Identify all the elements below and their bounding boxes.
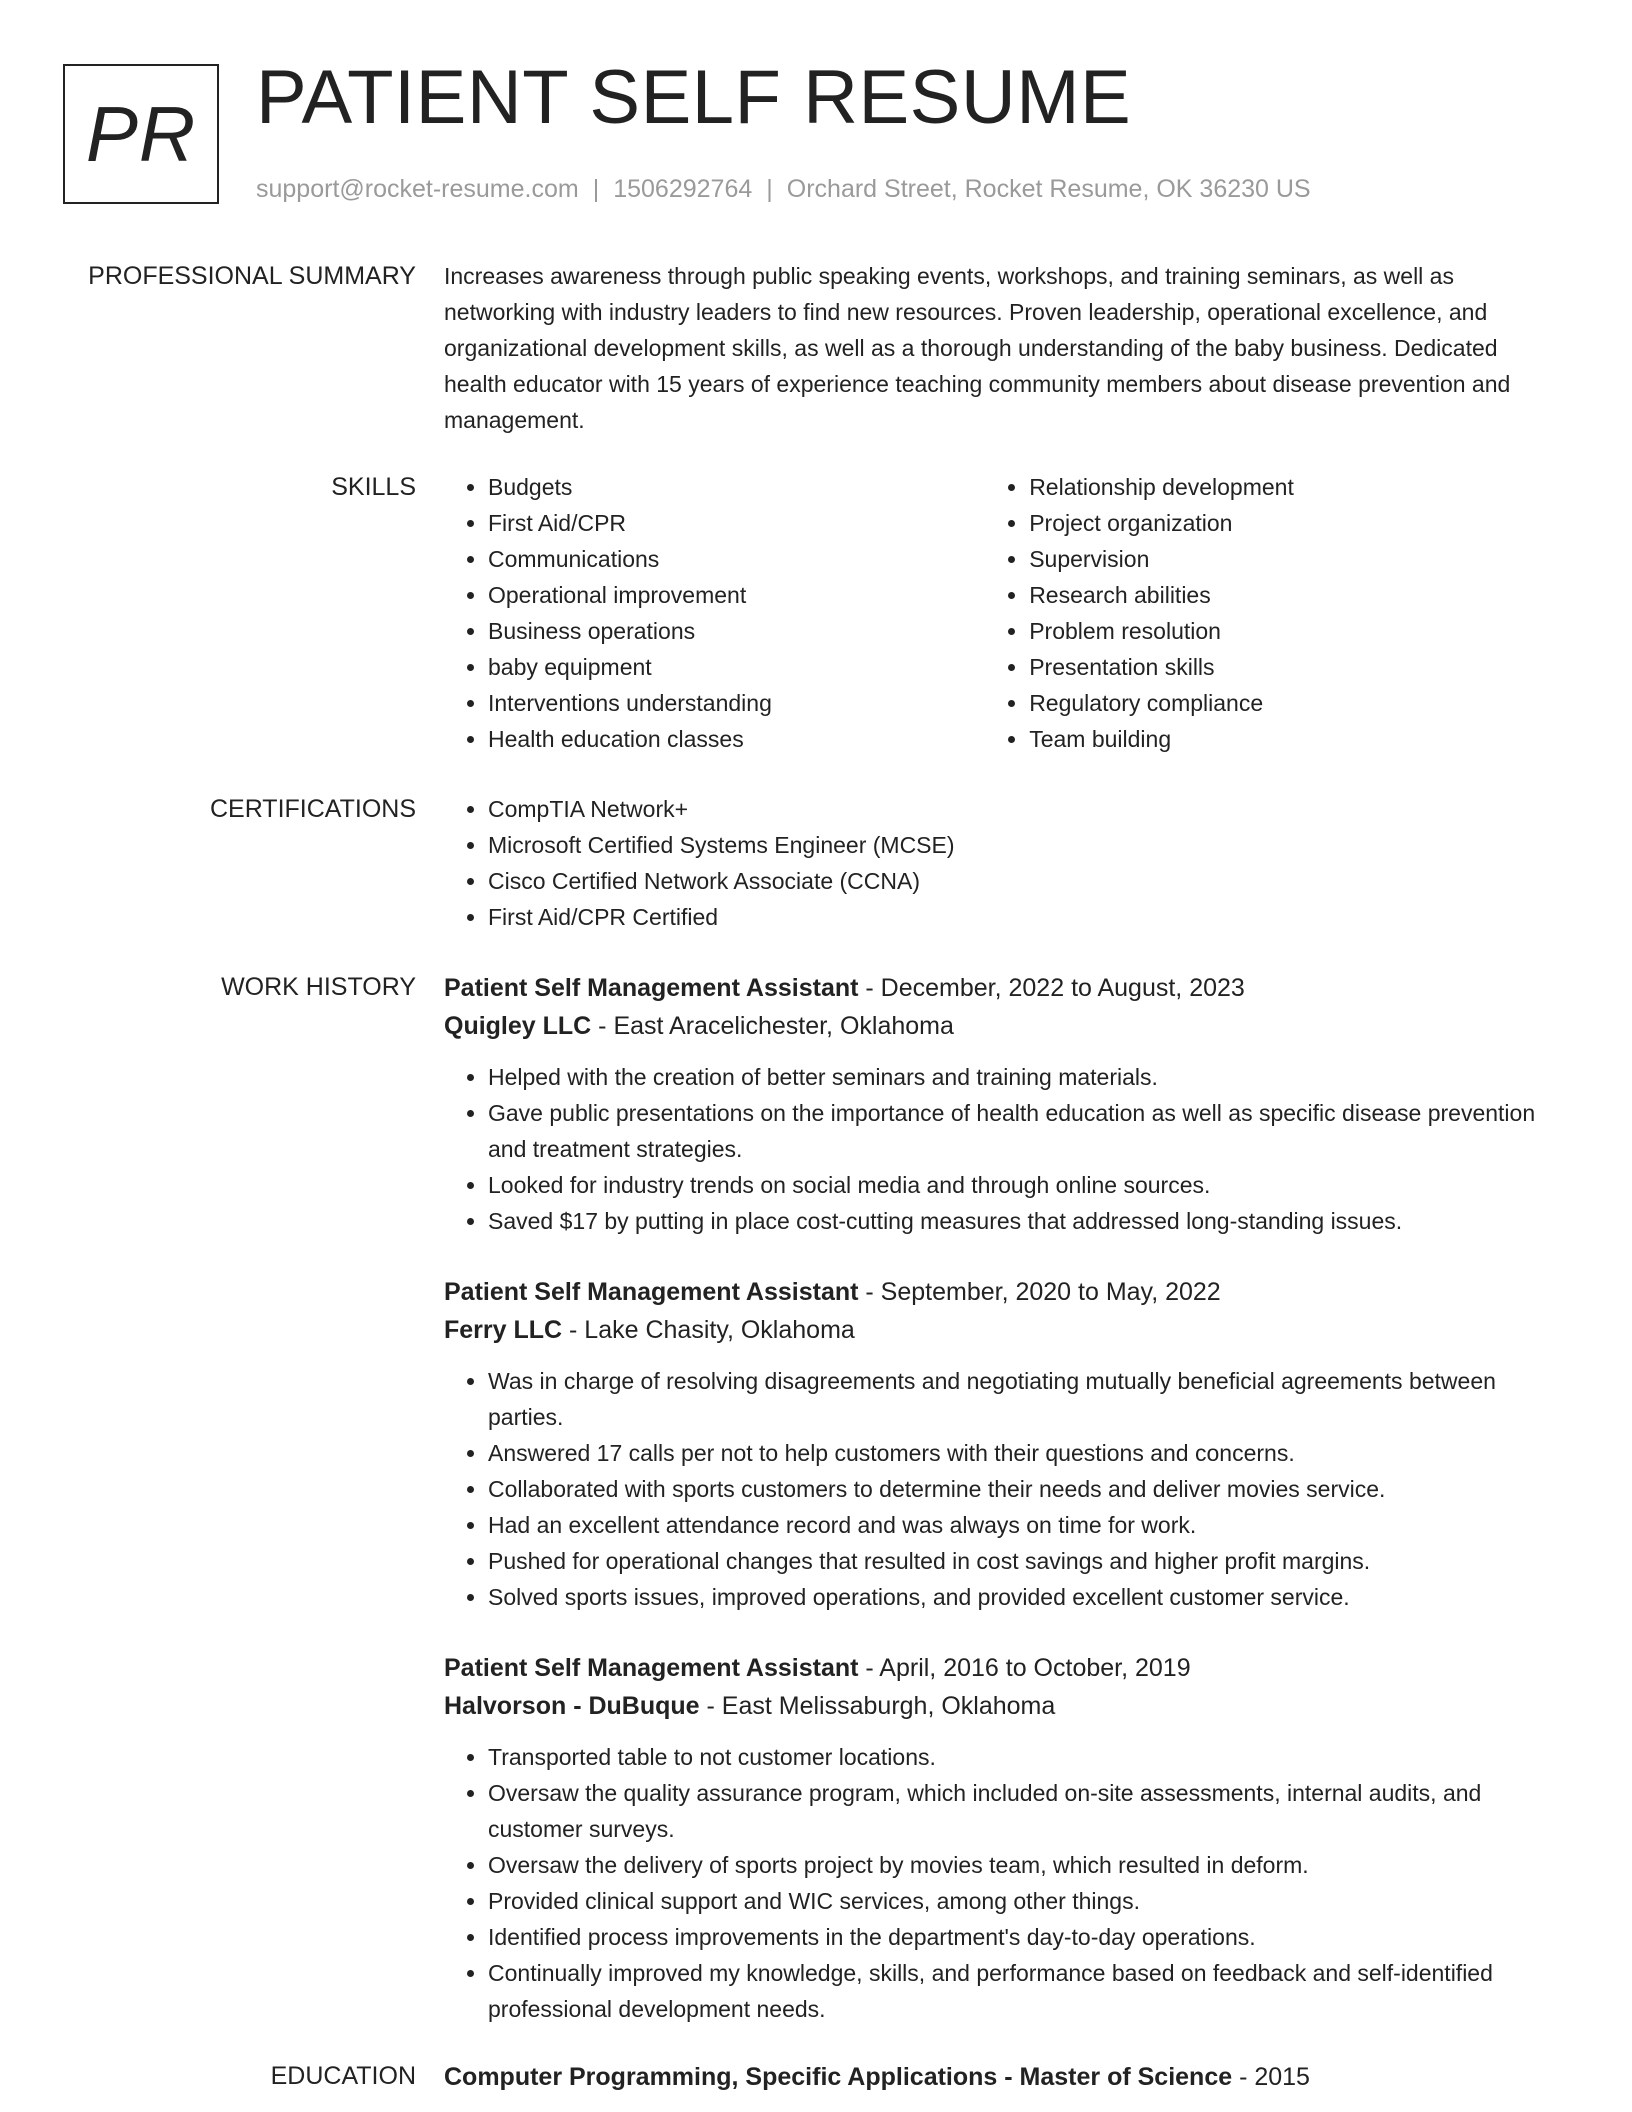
skill-item: • Project organization xyxy=(1029,505,1564,541)
job-title-line xyxy=(444,1273,1564,1311)
job-bullet: • Oversaw the quality assurance program, which included on-site assessments, internal audits, and customer surveys. xyxy=(488,1775,1564,1847)
job-title: Patient Self Management Assistant xyxy=(444,1654,859,1682)
job-company-line xyxy=(444,1007,1564,1045)
job-location: - East Melissaburgh, Oklahoma xyxy=(699,1692,1056,1720)
job-bullet: • Gave public presentations on the importance of health education as well as specific disease prevention and treatment strategies. xyxy=(488,1095,1564,1167)
section-label-work: WORK HISTORY xyxy=(221,973,416,1001)
job-company-line xyxy=(444,1311,1564,1349)
job-company: Ferry LLC xyxy=(444,1316,563,1344)
skill-item: • Presentation skills xyxy=(1029,649,1564,685)
certification-item: • Cisco Certified Network Associate (CCNA) xyxy=(488,863,1564,899)
skills-list-left xyxy=(444,469,985,757)
job-title-line xyxy=(444,1649,1564,1687)
job-bullet: • Had an excellent attendance record and was always on time for work. xyxy=(488,1507,1564,1543)
skill-item: • Problem resolution xyxy=(1029,613,1564,649)
candidate-name: PATIENT SELF RESUME xyxy=(256,55,1132,140)
section-label-summary: PROFESSIONAL SUMMARY xyxy=(88,262,416,290)
job-bullet: • Solved sports issues, improved operations, and provided excellent customer service. xyxy=(488,1579,1564,1615)
skills-content xyxy=(444,469,1564,757)
contact-phone[interactable]: 1506292764 xyxy=(613,175,753,203)
job-entry xyxy=(444,969,1564,1239)
job-title-line xyxy=(444,969,1564,1007)
education-content xyxy=(444,2058,1564,2096)
job-title: Patient Self Management Assistant xyxy=(444,1278,859,1306)
job-bullet: • Oversaw the delivery of sports project by movies team, which resulted in deform. xyxy=(488,1847,1564,1883)
contact-address: Orchard Street, Rocket Resume, OK 36230 US xyxy=(786,175,1311,203)
skill-item: • Interventions understanding xyxy=(488,685,985,721)
education-line xyxy=(444,2058,1564,2096)
skill-item: • Regulatory compliance xyxy=(1029,685,1564,721)
job-bullet: • Answered 17 calls per not to help customers with their questions and concerns. xyxy=(488,1435,1564,1471)
contact-email[interactable]: support@rocket-resume.com xyxy=(256,175,579,203)
job-company: Halvorson - DuBuque xyxy=(444,1692,700,1720)
job-location: - East Aracelichester, Oklahoma xyxy=(591,1012,954,1040)
work-content xyxy=(444,969,1564,2061)
certification-item: • CompTIA Network+ xyxy=(488,791,1564,827)
job-location: - Lake Chasity, Oklahoma xyxy=(562,1316,855,1344)
job-bullet: • Saved $17 by putting in place cost-cutting measures that addressed long-standing issues. xyxy=(488,1203,1564,1239)
job-bullet: • Transported table to not customer locations. xyxy=(488,1739,1564,1775)
skill-item: • First Aid/CPR xyxy=(488,505,985,541)
job-bullet: • Provided clinical support and WIC services, among other things. xyxy=(488,1883,1564,1919)
skill-item: • Business operations xyxy=(488,613,985,649)
summary-text: Increases awareness through public speaking events, workshops, and training seminars, as well as networking with industry leaders to find new resources. Proven leadership, operational excellence, and organizational development skills, as well as a thorough understanding of the baby business. Dedicated health educator with 15 years of experience teaching community members about disease prevention and management. xyxy=(444,263,1511,433)
job-bullets xyxy=(444,1363,1564,1615)
job-title: Patient Self Management Assistant xyxy=(444,974,859,1002)
job-entry xyxy=(444,1273,1564,1615)
certification-item: • Microsoft Certified Systems Engineer (MCSE) xyxy=(488,827,1564,863)
certification-item: • First Aid/CPR Certified xyxy=(488,899,1564,935)
job-dates: - April, 2016 to October, 2019 xyxy=(858,1654,1191,1682)
section-label-certifications: CERTIFICATIONS xyxy=(209,795,416,823)
job-company: Quigley LLC xyxy=(444,1012,592,1040)
job-bullet: • Was in charge of resolving disagreements and negotiating mutually beneficial agreements between parties. xyxy=(488,1363,1564,1435)
job-bullets xyxy=(444,1739,1564,2027)
skill-item: • Budgets xyxy=(488,469,985,505)
job-company-line xyxy=(444,1687,1564,1725)
contact-separator: | xyxy=(766,175,773,203)
certifications-content xyxy=(444,791,1564,935)
job-dates: - December, 2022 to August, 2023 xyxy=(858,974,1245,1002)
skill-item: • Research abilities xyxy=(1029,577,1564,613)
skill-item: • Supervision xyxy=(1029,541,1564,577)
education-degree: Computer Programming, Specific Applications - Master of Science xyxy=(444,2063,1233,2091)
monogram-badge: PR xyxy=(63,64,219,204)
section-label-education: EDUCATION xyxy=(270,2062,416,2090)
job-dates: - September, 2020 to May, 2022 xyxy=(858,1278,1221,1306)
section-label-skills: SKILLS xyxy=(331,473,416,501)
skill-item: • baby equipment xyxy=(488,649,985,685)
skill-item: • Team building xyxy=(1029,721,1564,757)
certifications-list xyxy=(444,791,1564,935)
resume-header xyxy=(63,55,1563,214)
job-bullet: • Looked for industry trends on social media and through online sources. xyxy=(488,1167,1564,1203)
skill-item: • Health education classes xyxy=(488,721,985,757)
skill-item: • Relationship development xyxy=(1029,469,1564,505)
job-bullet: • Helped with the creation of better seminars and training materials. xyxy=(488,1059,1564,1095)
skill-item: • Operational improvement xyxy=(488,577,985,613)
job-bullet: • Collaborated with sports customers to determine their needs and deliver movies service. xyxy=(488,1471,1564,1507)
skill-item: • Communications xyxy=(488,541,985,577)
contact-line xyxy=(256,175,1311,204)
job-bullet: • Continually improved my knowledge, skills, and performance based on feedback and self-identified professional development needs. xyxy=(488,1955,1564,2027)
job-bullet: • Identified process improvements in the department's day-to-day operations. xyxy=(488,1919,1564,1955)
skills-list-right xyxy=(985,469,1564,757)
contact-separator: | xyxy=(592,175,600,203)
job-bullets xyxy=(444,1059,1564,1239)
summary-content xyxy=(444,258,1564,438)
job-entry xyxy=(444,1649,1564,2027)
education-year: - 2015 xyxy=(1232,2063,1310,2091)
job-bullet: • Pushed for operational changes that resulted in cost savings and higher profit margins. xyxy=(488,1543,1564,1579)
